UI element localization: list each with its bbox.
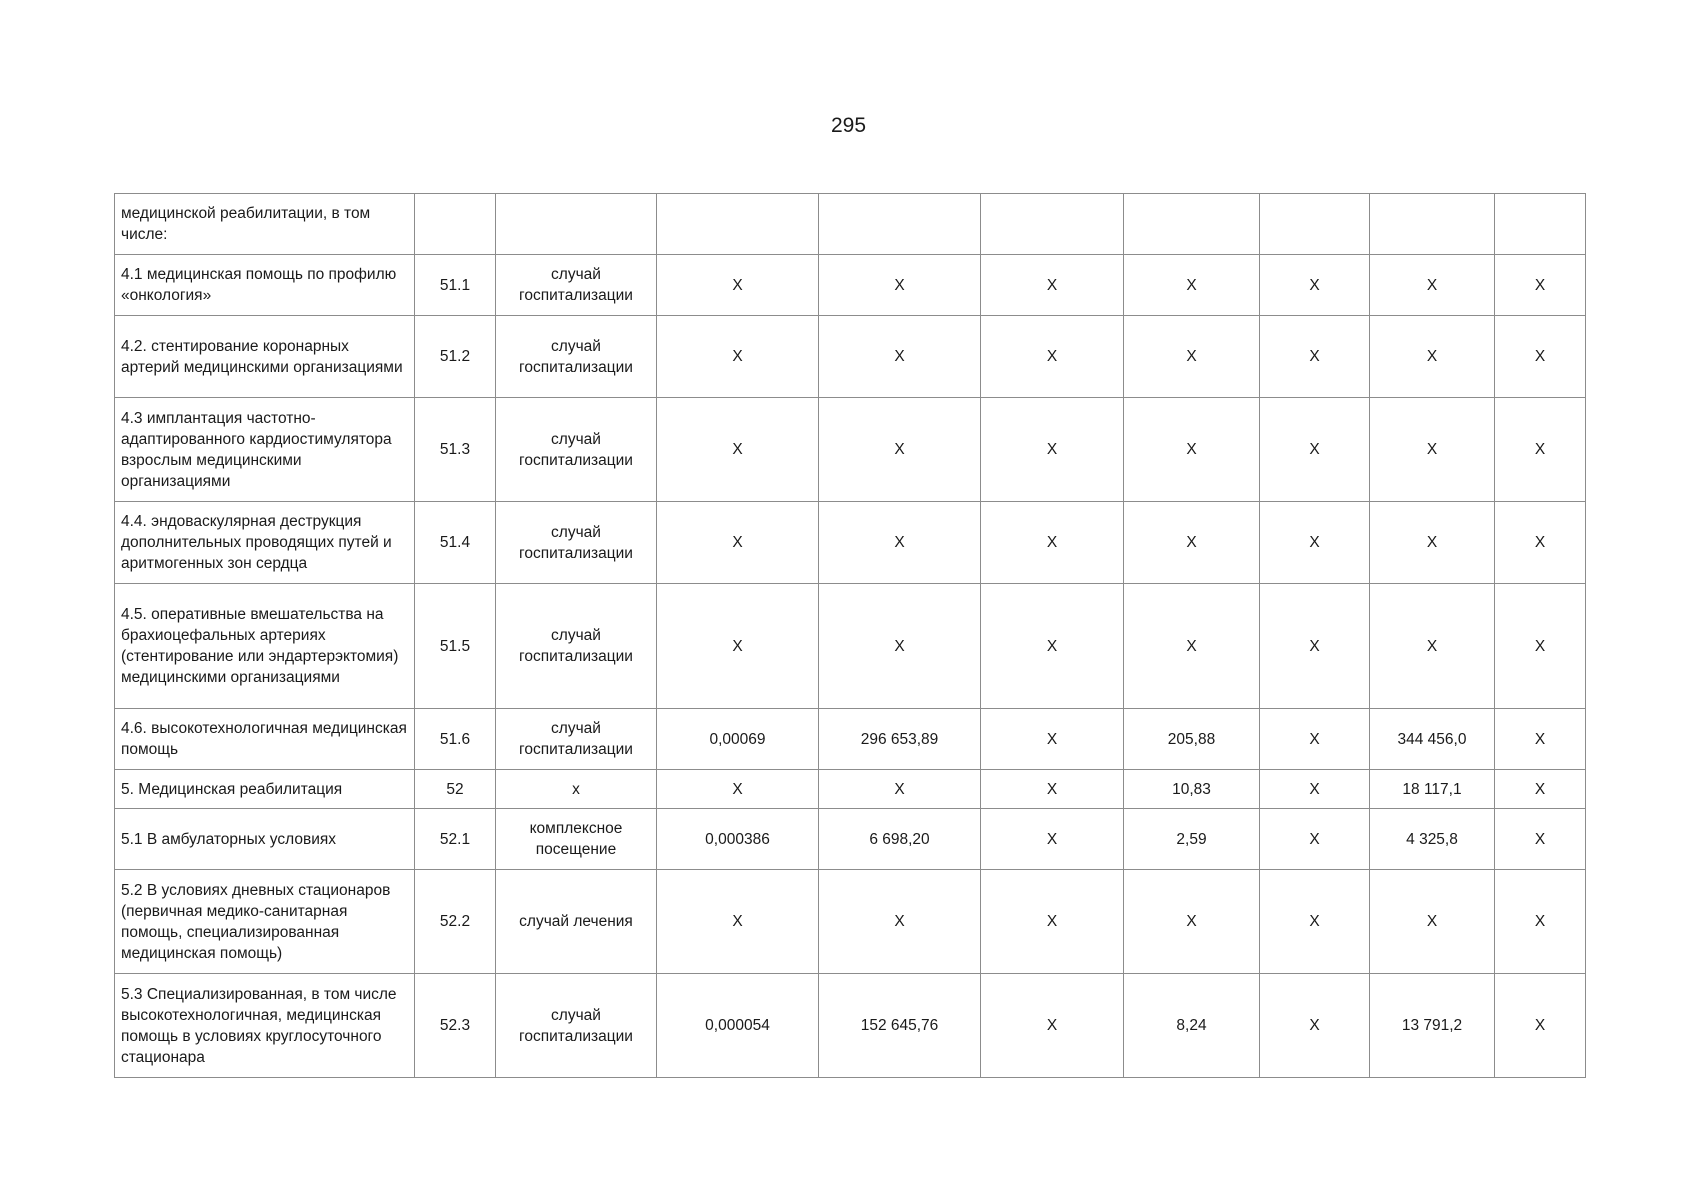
row-name-cell: 4.4. эндоваскулярная деструкция дополнительных проводящих путей и аритмогенных зон сердца [115,502,415,584]
table-row [115,194,1586,255]
value-cell-4: 2,59 [1124,809,1260,870]
value-cell-7: X [1495,809,1586,870]
row-name-cell: 4.3 имплантация частотно-адаптированного кардиостимулятора взрослым медицинскими организациями [115,398,415,502]
value-cell-6: 4 325,8 [1370,809,1495,870]
table-row [115,584,1586,709]
row-unit-cell [496,194,657,255]
row-name-cell: 5.2 В условиях дневных стационаров (первичная медико-санитарная помощь, специализированная медицинская помощь) [115,870,415,974]
value-cell-1: X [657,398,819,502]
row-code-cell: 52.1 [415,809,496,870]
row-name-cell: 4.5. оперативные вмешательства на брахиоцефальных артериях (стентирование или эндартерэктомия) медицинскими организациями [115,584,415,709]
value-cell-5: X [1260,316,1370,398]
value-cell-4 [1124,194,1260,255]
value-cell-6: X [1370,870,1495,974]
row-unit-cell: случай госпитализации [496,398,657,502]
value-cell-3: X [981,316,1124,398]
value-cell-4: X [1124,870,1260,974]
row-name-cell: 4.1 медицинская помощь по профилю «онкология» [115,255,415,316]
value-cell-5: X [1260,870,1370,974]
value-cell-3: X [981,709,1124,770]
row-code-cell [415,194,496,255]
value-cell-3: X [981,870,1124,974]
value-cell-3: X [981,584,1124,709]
value-cell-1: 0,000054 [657,974,819,1078]
value-cell-7: X [1495,770,1586,809]
value-cell-7: X [1495,870,1586,974]
row-unit-cell: случай госпитализации [496,709,657,770]
value-cell-7: X [1495,502,1586,584]
value-cell-1: X [657,870,819,974]
value-cell-7: X [1495,584,1586,709]
value-cell-1: X [657,316,819,398]
value-cell-7 [1495,194,1586,255]
row-unit-cell: комплексное посещение [496,809,657,870]
row-code-cell: 51.1 [415,255,496,316]
value-cell-4: X [1124,255,1260,316]
row-unit-cell: случай госпитализации [496,255,657,316]
row-name-cell: 4.2. стентирование коронарных артерий медицинскими организациями [115,316,415,398]
row-unit-cell: случай госпитализации [496,316,657,398]
row-name-cell: 5.1 В амбулаторных условиях [115,809,415,870]
row-name-cell: 5. Медицинская реабилитация [115,770,415,809]
value-cell-2: X [819,584,981,709]
row-code-cell: 52.3 [415,974,496,1078]
value-cell-6: X [1370,584,1495,709]
value-cell-5: X [1260,809,1370,870]
value-cell-2: X [819,316,981,398]
table-row [115,870,1586,974]
value-cell-5: X [1260,502,1370,584]
value-cell-2: X [819,255,981,316]
row-code-cell: 51.4 [415,502,496,584]
row-code-cell: 52 [415,770,496,809]
value-cell-2: X [819,398,981,502]
row-unit-cell: x [496,770,657,809]
value-cell-7: X [1495,974,1586,1078]
value-cell-4: 8,24 [1124,974,1260,1078]
table-row [115,770,1586,809]
value-cell-6: 344 456,0 [1370,709,1495,770]
value-cell-7: X [1495,316,1586,398]
row-unit-cell: случай госпитализации [496,502,657,584]
value-cell-1: X [657,502,819,584]
value-cell-2: 296 653,89 [819,709,981,770]
row-code-cell: 51.6 [415,709,496,770]
row-name-cell: 4.6. высокотехнологичная медицинская помощь [115,709,415,770]
value-cell-5: X [1260,974,1370,1078]
row-name-cell: медицинской реабилитации, в том числе: [115,194,415,255]
value-cell-2 [819,194,981,255]
value-cell-7: X [1495,255,1586,316]
page-number: 295 [830,114,867,137]
value-cell-6: 13 791,2 [1370,974,1495,1078]
value-cell-4: X [1124,584,1260,709]
value-cell-6 [1370,194,1495,255]
table-row [115,809,1586,870]
row-code-cell: 51.5 [415,584,496,709]
value-cell-3: X [981,809,1124,870]
row-code-cell: 52.2 [415,870,496,974]
value-cell-3 [981,194,1124,255]
table-row [115,709,1586,770]
value-cell-5: X [1260,255,1370,316]
value-cell-2: X [819,770,981,809]
value-cell-7: X [1495,709,1586,770]
table-row [115,255,1586,316]
row-unit-cell: случай госпитализации [496,974,657,1078]
value-cell-1: X [657,770,819,809]
value-cell-4: 205,88 [1124,709,1260,770]
value-cell-5: X [1260,398,1370,502]
value-cell-5: X [1260,770,1370,809]
table-row [115,316,1586,398]
value-cell-1: 0,000386 [657,809,819,870]
value-cell-1: X [657,584,819,709]
value-cell-6: X [1370,255,1495,316]
value-cell-2: 6 698,20 [819,809,981,870]
data-table [114,193,1586,1078]
value-cell-6: X [1370,502,1495,584]
value-cell-1 [657,194,819,255]
value-cell-2: X [819,870,981,974]
table-row [115,398,1586,502]
value-cell-3: X [981,770,1124,809]
value-cell-6: 18 117,1 [1370,770,1495,809]
value-cell-6: X [1370,316,1495,398]
value-cell-2: X [819,502,981,584]
row-code-cell: 51.2 [415,316,496,398]
value-cell-3: X [981,398,1124,502]
value-cell-6: X [1370,398,1495,502]
value-cell-5: X [1260,584,1370,709]
table-row [115,974,1586,1078]
value-cell-4: X [1124,398,1260,502]
value-cell-5 [1260,194,1370,255]
value-cell-4: X [1124,316,1260,398]
value-cell-1: X [657,255,819,316]
value-cell-5: X [1260,709,1370,770]
row-name-cell: 5.3 Специализированная, в том числе высокотехнологичная, медицинская помощь в условиях круглосуточного стационара [115,974,415,1078]
value-cell-3: X [981,255,1124,316]
value-cell-1: 0,00069 [657,709,819,770]
row-unit-cell: случай лечения [496,870,657,974]
row-code-cell: 51.3 [415,398,496,502]
value-cell-4: 10,83 [1124,770,1260,809]
row-unit-cell: случай госпитализации [496,584,657,709]
value-cell-2: 152 645,76 [819,974,981,1078]
value-cell-3: X [981,502,1124,584]
value-cell-4: X [1124,502,1260,584]
table-row [115,502,1586,584]
value-cell-3: X [981,974,1124,1078]
value-cell-7: X [1495,398,1586,502]
